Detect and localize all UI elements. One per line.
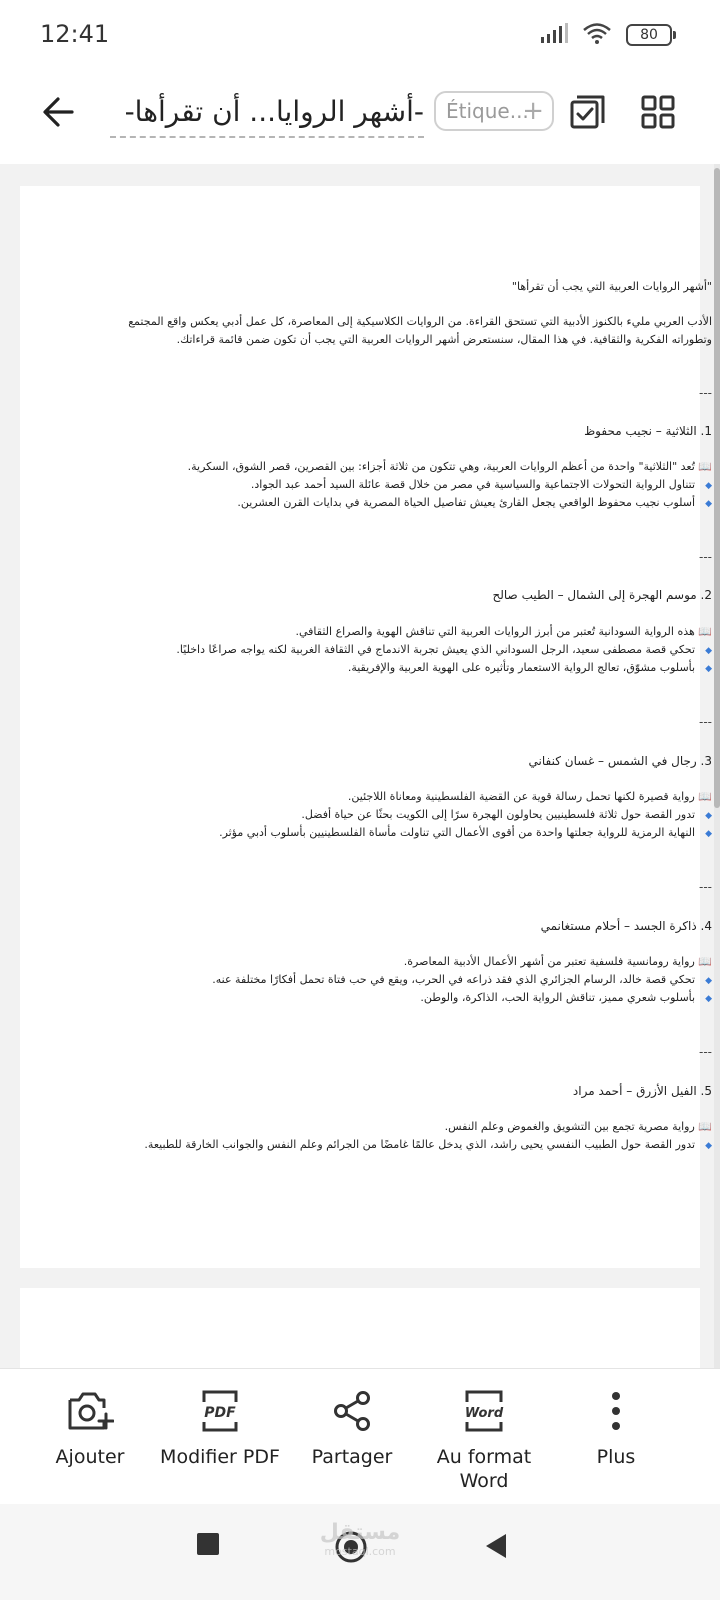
svg-text:Word: Word — [464, 1406, 504, 1421]
add-tag-icon[interactable]: + — [522, 96, 544, 126]
section-bullet: ◆أسلوب نجيب محفوظ الواقعي يجعل القارئ يعيش تفاصيل الحياة المصرية في بدايات القرن العشرين. — [237, 496, 712, 509]
tag-input[interactable] — [434, 91, 554, 131]
pdf-icon — [200, 1388, 240, 1434]
bullet-icon: ◆ — [705, 829, 712, 839]
section-title: 4. ذاكرة الجسد – أحلام مستغانمي — [540, 919, 712, 933]
status-icons — [540, 22, 676, 48]
edit-pdf-button[interactable] — [150, 1387, 290, 1469]
section-bullet: ◆تتناول الرواية التحولات الاجتماعية والسياسية في مصر من خلال قصة عائلة السيد أحمد عبد الجواد. — [250, 478, 712, 491]
section-bullet: ◆تحكي قصة مصطفى سعيد، الرجل السوداني الذي يعيش تجربة الاندماج في الثقافة الغربية لكنه يواجه صراعًا داخليًا. — [176, 643, 712, 656]
section-bullet: ◆بأسلوب مشوّق، تعالج الرواية الاستعمار وتأثيره على الهوية العربية والإفريقية. — [347, 661, 712, 674]
word-format-label: Au format Word — [436, 1446, 532, 1492]
section-title: 1. الثلاثية – نجيب محفوظ — [584, 424, 712, 438]
back-button[interactable] — [36, 90, 80, 134]
wifi-icon — [582, 22, 612, 48]
share-icon — [332, 1390, 372, 1432]
edit-pdf-label: Modifier PDF — [160, 1446, 280, 1468]
more-button[interactable] — [546, 1387, 686, 1469]
bullet-icon: ◆ — [705, 811, 712, 821]
battery-icon — [626, 24, 676, 46]
scrollbar[interactable] — [714, 164, 720, 1368]
section-summary: 📖 رواية قصيرة لكنها تحمل رسالة قوية عن القضية الفلسطينية ومعاناة اللاجئين. — [347, 790, 712, 803]
system-nav-bar — [0, 1504, 720, 1600]
bullet-icon: ◆ — [705, 499, 712, 509]
section-summary: 📖 رواية رومانسية فلسفية تعتبر من أشهر الأعمال الأدبية المعاصرة. — [403, 955, 712, 968]
bullet-icon: ◆ — [705, 976, 712, 986]
grid-view-button[interactable] — [638, 92, 678, 132]
section-title: 3. رجال في الشمس – غسان كنفاني — [528, 754, 712, 768]
triangle-back-icon — [484, 1532, 508, 1560]
section-summary: 📖 هذه الرواية السودانية تُعتبر من أبرز الروايات العربية التي تناقش الهوية والصراع الثقافي. — [295, 625, 712, 638]
section-bullet: ◆تحكي قصة خالد، الرسام الجزائري الذي فقد ذراعه في الحرب، ويقع في حب فتاة تحمل أفكارًا مختلفة عنه. — [212, 973, 712, 986]
doc-separator: --- — [699, 550, 712, 564]
signal-icon — [540, 23, 568, 47]
svg-text:PDF: PDF — [204, 1405, 236, 1421]
section-bullet: ◆بأسلوب شعري مميز، تناقش الرواية الحب، الذاكرة، والوطن. — [420, 991, 712, 1004]
checkbox-icon — [569, 93, 607, 131]
doc-intro-line1: الأدب العربي مليء بالكنوز الأدبية التي تستحق القراءة. من الروايات الكلاسيكية إلى المعاصرة، كل عمل أدبي يعكس واقع المجتمع — [128, 315, 712, 328]
bullet-icon: ◆ — [705, 481, 712, 491]
recents-button[interactable] — [196, 1532, 220, 1556]
square-icon — [196, 1532, 220, 1556]
bullet-icon: ◆ — [705, 1141, 712, 1151]
battery-level: 80 — [626, 24, 672, 46]
word-format-button[interactable] — [414, 1387, 554, 1493]
section-summary: 📖 تُعد "الثلاثية" واحدة من أعظم الروايات العربية، وهي تتكون من ثلاثة أجزاء: بين القصرين، قصر الشوق، السكرية. — [187, 460, 712, 473]
camera-plus-icon — [66, 1390, 114, 1432]
document-page — [20, 186, 712, 1268]
grid-icon — [640, 94, 676, 130]
add-label: Ajouter — [55, 1446, 125, 1468]
select-button[interactable] — [568, 92, 608, 132]
document-title[interactable]: -أشهر الروايا... أن تقرأها- — [110, 92, 424, 138]
doc-heading: "أشهر الروايات العربية التي يجب أن تقرأها" — [511, 280, 712, 293]
document-page-2 — [20, 1288, 700, 1368]
watermark-en: mostaql.com — [324, 1545, 396, 1558]
watermark-logo — [310, 1520, 410, 1558]
tag-placeholder: Étique... — [446, 99, 529, 123]
scrollbar-thumb[interactable] — [714, 168, 720, 808]
section-bullet: ◆تدور القصة حول ثلاثة فلسطينيين يحاولون الهجرة سرًا إلى الكويت بحثًا عن حياة أفضل. — [301, 808, 712, 821]
section-bullet: ◆تدور القصة حول الطبيب النفسي يحيى راشد، الذي يدخل عالمًا غامضًا من الجرائم وعلم النفس والجوانب الخارقة للطبيعة. — [144, 1138, 712, 1151]
doc-separator: --- — [699, 386, 712, 400]
toolbar — [0, 72, 720, 164]
section-summary: 📖 رواية مصرية تجمع بين التشويق والغموض وعلم النفس. — [444, 1120, 712, 1133]
bottom-action-bar — [0, 1368, 720, 1504]
doc-separator: --- — [699, 880, 712, 894]
bullet-icon: ◆ — [705, 994, 712, 1004]
bullet-icon: ◆ — [705, 664, 712, 674]
doc-separator: --- — [699, 715, 712, 729]
doc-separator: --- — [699, 1045, 712, 1059]
more-vertical-icon — [609, 1390, 623, 1432]
document-viewer[interactable] — [0, 164, 720, 1368]
word-icon — [463, 1388, 505, 1434]
watermark-ar: مستقل — [319, 1520, 401, 1545]
share-label: Partager — [311, 1446, 393, 1468]
doc-intro-line2: وتطوراته الفكرية والثقافية. في هذا المقال، سنستعرض أشهر الروايات العربية التي يجب أن تكون ضمن قائمة قراءاتك. — [176, 333, 712, 346]
bullet-icon: ◆ — [705, 646, 712, 656]
status-time: 12:41 — [40, 20, 110, 48]
arrow-left-icon — [40, 94, 76, 130]
share-button[interactable] — [282, 1387, 422, 1469]
section-bullet: ◆النهاية الرمزية للرواية جعلتها واحدة من أقوى الأعمال التي تناولت مأساة الفلسطينيين بأسلوب أدبي مؤثر. — [219, 826, 712, 839]
add-button[interactable] — [20, 1387, 160, 1469]
more-label: Plus — [596, 1446, 636, 1468]
back-nav-button[interactable] — [484, 1532, 508, 1560]
section-title: 5. الفيل الأزرق – أحمد مراد — [572, 1084, 712, 1098]
status-bar — [0, 0, 720, 72]
section-title: 2. موسم الهجرة إلى الشمال – الطيب صالح — [492, 588, 712, 602]
